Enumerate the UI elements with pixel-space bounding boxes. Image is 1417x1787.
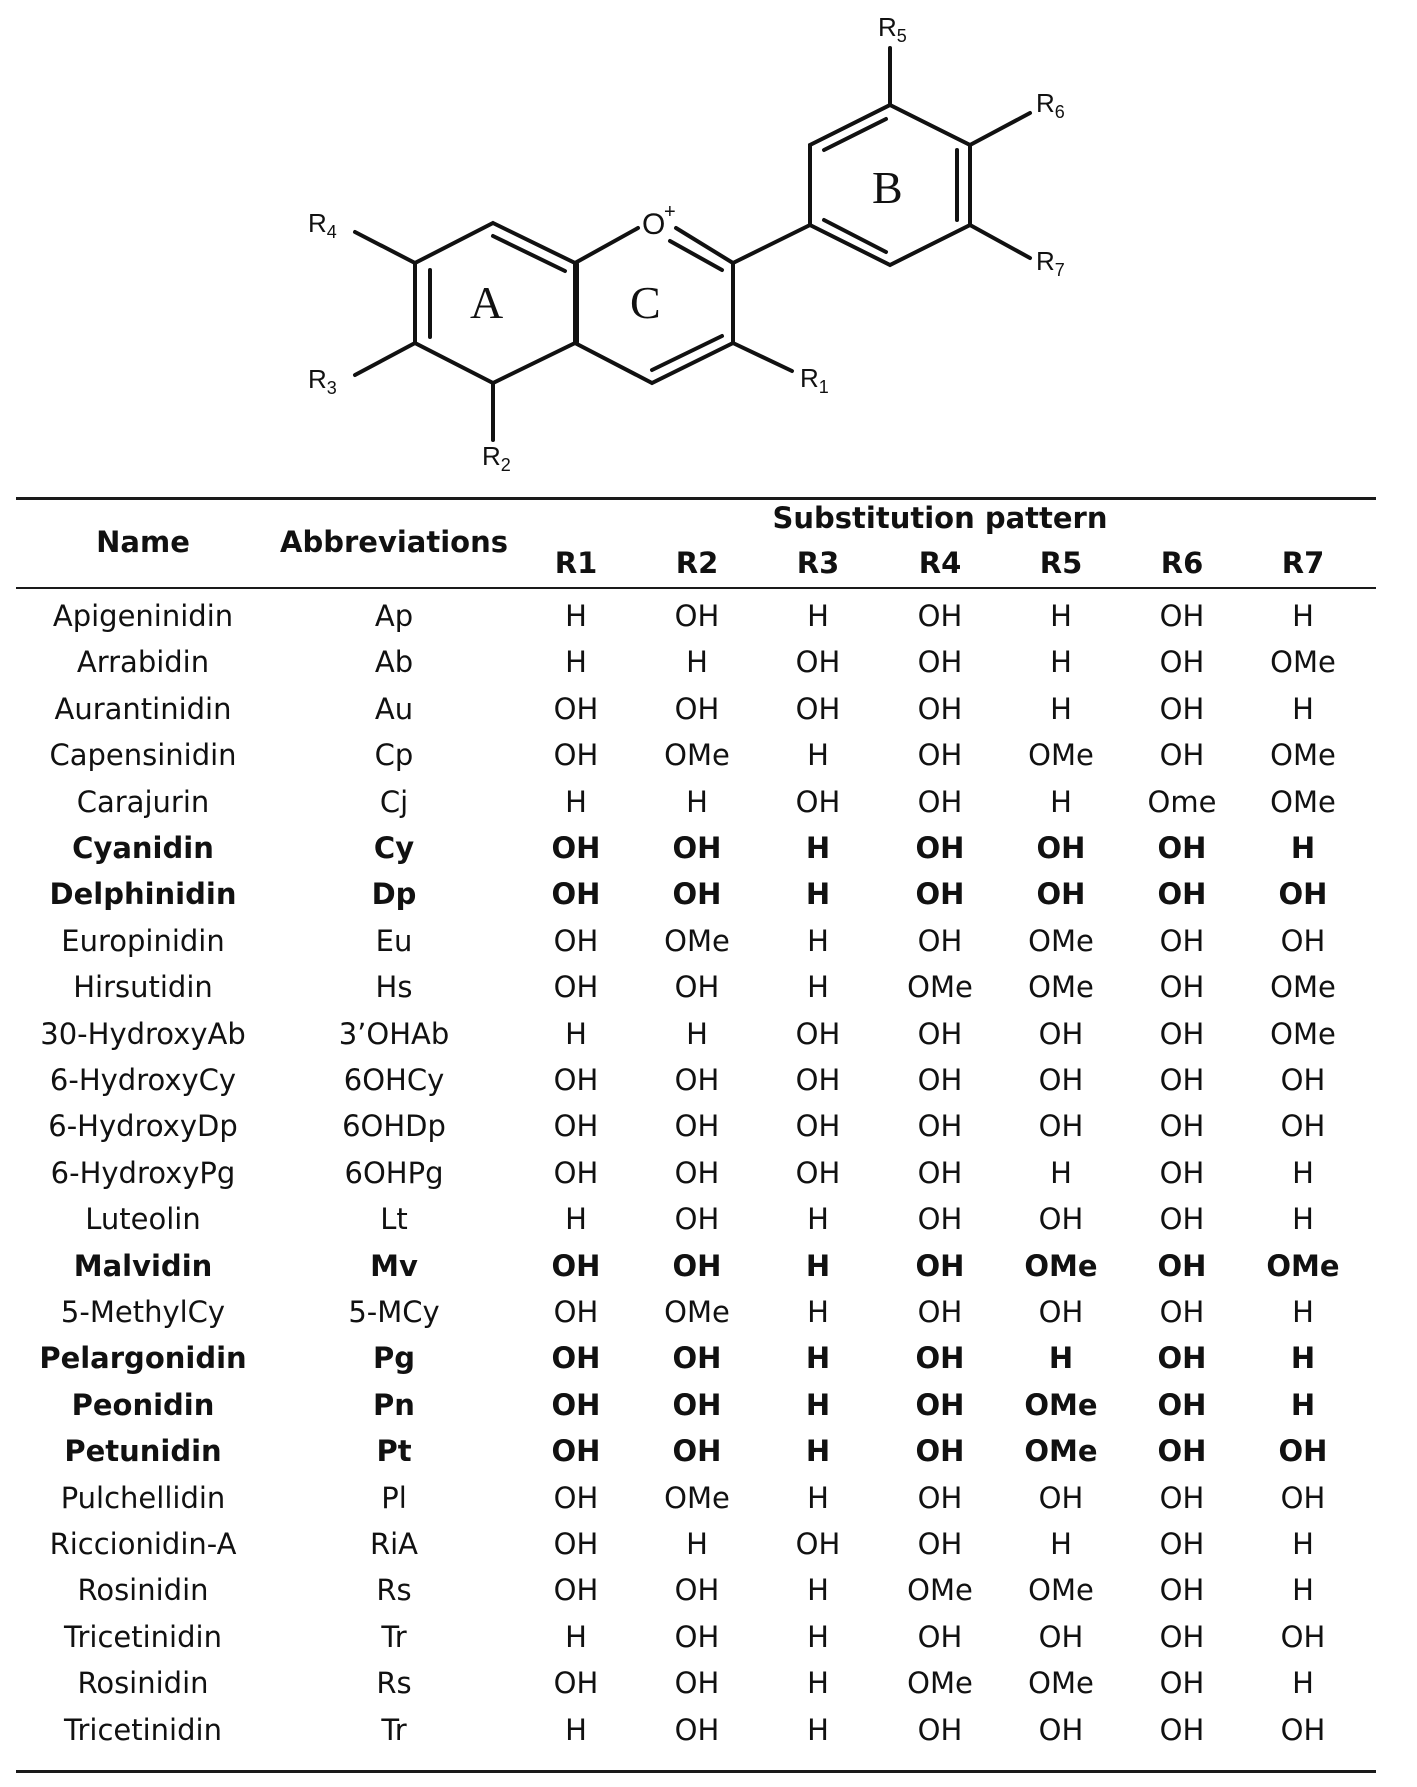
- row-value-r3: H: [807, 738, 829, 773]
- row-value-r7: H: [1290, 1387, 1316, 1422]
- row-value-r4: OH: [917, 1063, 963, 1097]
- substituent-label-r6: $R_6$: [1036, 88, 1065, 122]
- row-name: Riccionidin-A: [49, 1527, 237, 1561]
- row-value-r3: H: [807, 1573, 829, 1608]
- row-value-r2: OH: [674, 970, 720, 1005]
- row-value-r6: OH: [1157, 831, 1207, 865]
- row-value-r5: OH: [1038, 1712, 1084, 1747]
- row-abbreviation: RiA: [369, 1527, 419, 1561]
- row-value-r3: H: [807, 923, 829, 958]
- table-row: [16, 1567, 1376, 1613]
- row-value-r5: OH: [1036, 831, 1086, 865]
- row-value-r4: OH: [917, 599, 963, 633]
- row-value-r6: OH: [1159, 1527, 1205, 1561]
- row-value-r3: H: [807, 1295, 829, 1329]
- row-name: Rosinidin: [77, 1573, 209, 1608]
- row-name: 6-HydroxyPg: [50, 1155, 236, 1190]
- row-value-r7: OMe: [1266, 1248, 1340, 1283]
- row-value-r4: OH: [917, 1155, 963, 1190]
- table-row: [16, 593, 1376, 639]
- row-name: Pulchellidin: [60, 1480, 226, 1515]
- row-name: 6-HydroxyDp: [48, 1109, 238, 1144]
- row-value-r4: OMe: [907, 1666, 973, 1701]
- row-value-r5: OMe: [1024, 1434, 1098, 1469]
- row-abbreviation: 6OHPg: [344, 1155, 444, 1190]
- row-value-r6: OH: [1159, 1666, 1205, 1701]
- row-value-r6: OH: [1159, 1109, 1205, 1144]
- row-abbreviation: Tr: [381, 1712, 407, 1747]
- row-value-r4: OH: [915, 831, 965, 865]
- row-value-r7: OMe: [1270, 738, 1336, 773]
- row-value-r4: OH: [917, 923, 963, 958]
- column-header-r5: R5: [1039, 546, 1083, 580]
- row-value-r5: OMe: [1028, 738, 1094, 773]
- row-value-r5: OMe: [1024, 1248, 1098, 1283]
- row-value-r2: OH: [672, 1248, 722, 1283]
- row-value-r2: OH: [674, 1155, 720, 1190]
- ring-label-b: B: [872, 162, 903, 213]
- row-abbreviation: Pl: [381, 1480, 407, 1515]
- row-abbreviation: Pg: [372, 1341, 416, 1376]
- row-value-r3: OH: [795, 1527, 841, 1561]
- row-value-r1: OH: [553, 691, 599, 726]
- row-value-r2: H: [686, 1016, 708, 1051]
- header-substitution-pattern: Substitution pattern: [772, 501, 1108, 535]
- row-value-r4: OMe: [907, 1573, 973, 1608]
- row-abbreviation: 3’OHAb: [338, 1016, 450, 1051]
- row-value-r2: OH: [674, 599, 720, 633]
- row-value-r2: OH: [672, 831, 722, 865]
- oxygen-label: O: [642, 208, 666, 241]
- row-value-r1: OH: [553, 1527, 599, 1561]
- row-name: Rosinidin: [77, 1666, 209, 1701]
- row-value-r4: OH: [915, 1248, 965, 1283]
- row-value-r5: OH: [1036, 877, 1086, 912]
- row-value-r5: OH: [1038, 1295, 1084, 1329]
- row-value-r7: OMe: [1270, 784, 1336, 819]
- row-value-r3: OH: [795, 784, 841, 819]
- row-abbreviation: 6OHCy: [343, 1063, 445, 1097]
- row-value-r2: OH: [674, 1573, 720, 1608]
- row-abbreviation: Eu: [375, 923, 413, 958]
- row-value-r2: OH: [674, 1666, 720, 1701]
- row-value-r1: OH: [551, 831, 601, 865]
- row-value-r2: OH: [672, 1387, 722, 1422]
- row-name: Tricetinidin: [64, 1712, 222, 1747]
- table-row: [16, 1150, 1376, 1196]
- row-value-r1: OH: [551, 1387, 601, 1422]
- row-value-r7: OH: [1280, 1063, 1326, 1097]
- table-top-rule: [16, 497, 1376, 500]
- table-row: [16, 871, 1376, 917]
- row-value-r4: OH: [917, 784, 963, 819]
- substituent-label-r1: $R_1$: [800, 363, 829, 397]
- column-header-r1: R1: [554, 546, 598, 580]
- row-value-r5: OH: [1038, 1202, 1084, 1237]
- row-value-r6: OH: [1157, 1248, 1207, 1283]
- column-header-r7: R7: [1281, 546, 1325, 580]
- row-name: Malvidin: [73, 1248, 213, 1283]
- row-value-r5: OMe: [1028, 1573, 1094, 1608]
- row-abbreviation: 5-MCy: [348, 1295, 440, 1329]
- table-row: [16, 1521, 1376, 1567]
- row-value-r2: OH: [674, 1063, 720, 1097]
- header-rule: [16, 587, 1376, 589]
- row-abbreviation: Mv: [370, 1248, 418, 1283]
- row-value-r3: OH: [795, 1063, 841, 1097]
- row-value-r5: H: [1050, 1527, 1072, 1561]
- row-value-r3: OH: [795, 645, 841, 680]
- row-abbreviation: Pt: [376, 1434, 412, 1469]
- row-value-r3: H: [807, 970, 829, 1005]
- row-value-r6: OH: [1159, 1202, 1205, 1237]
- row-value-r3: H: [805, 1434, 831, 1469]
- row-value-r7: H: [1292, 1155, 1314, 1190]
- row-value-r3: H: [807, 1202, 829, 1237]
- row-value-r2: OH: [672, 1434, 722, 1469]
- row-value-r6: OH: [1159, 970, 1205, 1005]
- row-value-r4: OH: [917, 1109, 963, 1144]
- row-value-r6: OH: [1157, 1434, 1207, 1469]
- row-value-r1: OH: [553, 1666, 599, 1701]
- table-row: [16, 732, 1376, 778]
- row-value-r1: OH: [553, 1480, 599, 1515]
- row-value-r2: OMe: [664, 1480, 730, 1515]
- row-value-r7: OH: [1278, 1434, 1328, 1469]
- row-name: Aurantinidin: [54, 691, 232, 726]
- row-name: Hirsutidin: [73, 970, 213, 1005]
- row-value-r2: H: [686, 784, 708, 819]
- row-value-r4: OH: [917, 1619, 963, 1654]
- row-abbreviation: Lt: [380, 1202, 408, 1237]
- table-row: [16, 1614, 1376, 1660]
- row-value-r3: H: [807, 599, 829, 633]
- row-value-r5: OH: [1038, 1480, 1084, 1515]
- row-name: Pelargonidin: [39, 1341, 247, 1376]
- row-value-r1: OH: [553, 1063, 599, 1097]
- table-bottom-rule: [16, 1770, 1376, 1773]
- row-value-r1: H: [565, 645, 587, 680]
- row-name: Carajurin: [76, 784, 210, 819]
- row-value-r2: OMe: [664, 923, 730, 958]
- row-name: Luteolin: [85, 1202, 201, 1237]
- row-name: Tricetinidin: [64, 1619, 222, 1654]
- row-value-r7: OH: [1280, 1109, 1326, 1144]
- row-value-r2: OH: [674, 1109, 720, 1144]
- row-value-r5: OMe: [1024, 1387, 1098, 1422]
- row-value-r1: H: [565, 784, 587, 819]
- ring-label-c: C: [630, 277, 661, 328]
- row-value-r5: OMe: [1028, 970, 1094, 1005]
- row-abbreviation: Cj: [379, 784, 409, 819]
- substituent-label-r7: $R_7$: [1036, 246, 1065, 280]
- row-value-r7: OMe: [1270, 645, 1336, 680]
- row-abbreviation: Rs: [376, 1666, 412, 1701]
- row-value-r5: OH: [1038, 1619, 1084, 1654]
- row-value-r7: OH: [1278, 877, 1328, 912]
- row-value-r6: OH: [1159, 1155, 1205, 1190]
- substituent-label-r2: $R_2$: [482, 441, 511, 475]
- row-name: Petunidin: [64, 1434, 222, 1469]
- row-abbreviation: Hs: [375, 970, 413, 1005]
- anthocyanidin-structure: [0, 0, 1417, 490]
- table-row: [16, 964, 1376, 1010]
- column-header-r2: R2: [675, 546, 719, 580]
- row-value-r5: H: [1050, 691, 1072, 726]
- row-value-r5: OH: [1038, 1063, 1084, 1097]
- row-value-r6: OH: [1159, 691, 1205, 726]
- table-row: [16, 918, 1376, 964]
- row-value-r3: OH: [795, 1155, 841, 1190]
- row-value-r1: OH: [553, 1109, 599, 1144]
- row-value-r4: OH: [917, 691, 963, 726]
- row-value-r4: OH: [917, 1712, 963, 1747]
- row-value-r6: OH: [1159, 1063, 1205, 1097]
- row-name: Peonidin: [71, 1387, 215, 1422]
- row-value-r5: H: [1050, 645, 1072, 680]
- row-value-r1: OH: [551, 1341, 601, 1376]
- oxygen-charge: +: [664, 201, 676, 223]
- row-value-r2: OH: [674, 1202, 720, 1237]
- row-value-r4: OH: [917, 1480, 963, 1515]
- row-value-r7: H: [1292, 599, 1314, 633]
- row-abbreviation: Rs: [376, 1573, 412, 1608]
- row-value-r1: OH: [553, 1155, 599, 1190]
- row-value-r7: H: [1290, 831, 1316, 865]
- row-value-r2: OMe: [664, 738, 730, 773]
- row-value-r4: OH: [917, 1202, 963, 1237]
- table-row: [16, 1057, 1376, 1103]
- row-abbreviation: Ab: [374, 645, 414, 680]
- row-abbreviation: Pn: [373, 1387, 415, 1422]
- row-value-r6: OH: [1157, 877, 1207, 912]
- row-abbreviation: Cy: [373, 831, 415, 865]
- row-value-r2: OH: [674, 691, 720, 726]
- row-value-r7: OH: [1280, 1480, 1326, 1515]
- row-value-r7: H: [1290, 1341, 1316, 1376]
- row-value-r4: OH: [917, 1295, 963, 1329]
- row-value-r2: OH: [672, 1341, 722, 1376]
- row-value-r4: OMe: [907, 970, 973, 1005]
- row-value-r1: OH: [553, 1295, 599, 1329]
- row-value-r7: OH: [1280, 1619, 1326, 1654]
- row-name: 5-MethylCy: [60, 1295, 226, 1329]
- row-value-r5: H: [1050, 1155, 1072, 1190]
- row-value-r6: OH: [1159, 599, 1205, 633]
- row-value-r2: H: [686, 1527, 708, 1561]
- row-value-r1: OH: [553, 923, 599, 958]
- row-value-r6: Ome: [1147, 784, 1217, 819]
- row-value-r4: OH: [915, 1434, 965, 1469]
- row-value-r3: H: [807, 1712, 829, 1747]
- row-value-r6: OH: [1159, 1480, 1205, 1515]
- row-value-r6: OH: [1159, 1016, 1205, 1051]
- row-abbreviation: Cp: [374, 738, 414, 773]
- row-value-r4: OH: [917, 645, 963, 680]
- table-row: [16, 1011, 1376, 1057]
- row-abbreviation: Dp: [371, 877, 417, 912]
- row-value-r1: OH: [553, 738, 599, 773]
- table-row: [16, 1243, 1376, 1289]
- row-value-r5: OMe: [1028, 1666, 1094, 1701]
- row-value-r7: H: [1292, 1295, 1314, 1329]
- row-name: Apigeninidin: [52, 599, 234, 633]
- row-value-r6: OH: [1157, 1387, 1207, 1422]
- row-value-r5: H: [1050, 599, 1072, 633]
- row-value-r6: OH: [1159, 1573, 1205, 1608]
- row-value-r3: H: [807, 1666, 829, 1701]
- row-value-r1: OH: [551, 1434, 601, 1469]
- table-row: [16, 1335, 1376, 1381]
- row-name: Europinidin: [61, 923, 225, 958]
- header-name: Name: [96, 525, 190, 559]
- row-value-r6: OH: [1159, 645, 1205, 680]
- row-name: 6-HydroxyCy: [49, 1063, 237, 1097]
- row-value-r3: OH: [795, 1109, 841, 1144]
- row-value-r7: OMe: [1270, 1016, 1336, 1051]
- row-name: Cyanidin: [72, 831, 214, 865]
- row-abbreviation: Tr: [381, 1619, 407, 1654]
- table-row: [16, 1382, 1376, 1428]
- row-value-r3: OH: [795, 691, 841, 726]
- row-value-r3: H: [805, 1387, 831, 1422]
- row-name: 30-HydroxyAb: [40, 1016, 246, 1051]
- column-header-r6: R6: [1160, 546, 1204, 580]
- row-value-r2: OH: [674, 1712, 720, 1747]
- row-value-r7: H: [1292, 1527, 1314, 1561]
- table-row: [16, 1707, 1376, 1753]
- table-row: [16, 639, 1376, 685]
- row-value-r5: OMe: [1028, 923, 1094, 958]
- row-value-r5: OH: [1038, 1016, 1084, 1051]
- row-value-r7: H: [1292, 1202, 1314, 1237]
- row-value-r1: OH: [551, 1248, 601, 1283]
- row-value-r4: OH: [915, 877, 965, 912]
- table-row: [16, 1660, 1376, 1706]
- row-value-r3: H: [805, 1341, 831, 1376]
- row-value-r3: OH: [795, 1016, 841, 1051]
- row-value-r7: H: [1292, 691, 1314, 726]
- row-value-r1: OH: [551, 877, 601, 912]
- table-row: [16, 1289, 1376, 1335]
- table-row: [16, 779, 1376, 825]
- row-name: Delphinidin: [49, 877, 237, 912]
- row-value-r1: H: [565, 1202, 587, 1237]
- row-value-r5: H: [1048, 1341, 1074, 1376]
- row-value-r3: H: [805, 1248, 831, 1283]
- row-value-r3: H: [805, 831, 831, 865]
- row-value-r3: H: [807, 1480, 829, 1515]
- row-value-r7: H: [1292, 1573, 1314, 1608]
- row-value-r7: H: [1292, 1666, 1314, 1701]
- substituent-label-r4: $R_4$: [308, 208, 337, 242]
- row-value-r1: OH: [553, 970, 599, 1005]
- row-value-r1: H: [565, 599, 587, 633]
- row-value-r6: OH: [1159, 923, 1205, 958]
- substituent-label-r5: $R_5$: [878, 12, 907, 46]
- row-value-r3: H: [805, 877, 831, 912]
- header-abbreviations: Abbreviations: [280, 525, 508, 559]
- row-value-r1: H: [565, 1619, 587, 1654]
- row-value-r4: OH: [915, 1341, 965, 1376]
- row-value-r4: OH: [917, 1527, 963, 1561]
- row-value-r2: H: [686, 645, 708, 680]
- table-row: [16, 825, 1376, 871]
- row-value-r1: OH: [553, 1573, 599, 1608]
- row-name: Capensinidin: [49, 738, 237, 773]
- row-value-r7: OH: [1280, 1712, 1326, 1747]
- row-value-r4: OH: [917, 1016, 963, 1051]
- row-value-r6: OH: [1159, 1295, 1205, 1329]
- ring-label-a: A: [470, 277, 504, 328]
- row-value-r6: OH: [1159, 1619, 1205, 1654]
- table-row: [16, 1196, 1376, 1242]
- row-value-r2: OMe: [664, 1295, 730, 1329]
- substituent-label-r3: $R_3$: [308, 364, 337, 398]
- table-row: [16, 686, 1376, 732]
- row-abbreviation: Ap: [374, 599, 414, 633]
- row-value-r1: H: [565, 1712, 587, 1747]
- row-value-r5: OH: [1038, 1109, 1084, 1144]
- row-name: Arrabidin: [76, 645, 210, 680]
- row-value-r7: OMe: [1270, 970, 1336, 1005]
- row-value-r6: OH: [1159, 1712, 1205, 1747]
- row-value-r3: H: [807, 1619, 829, 1654]
- row-abbreviation: Au: [374, 691, 414, 726]
- column-header-r3: R3: [796, 546, 840, 580]
- row-value-r5: H: [1050, 784, 1072, 819]
- table-row: [16, 1428, 1376, 1474]
- row-value-r2: OH: [672, 877, 722, 912]
- row-abbreviation: 6OHDp: [342, 1109, 446, 1144]
- column-header-r4: R4: [918, 546, 962, 580]
- row-value-r6: OH: [1159, 738, 1205, 773]
- row-value-r1: H: [565, 1016, 587, 1051]
- row-value-r7: OH: [1280, 923, 1326, 958]
- row-value-r4: OH: [917, 738, 963, 773]
- table-row: [16, 1103, 1376, 1149]
- table-row: [16, 1475, 1376, 1521]
- row-value-r6: OH: [1157, 1341, 1207, 1376]
- row-value-r4: OH: [915, 1387, 965, 1422]
- row-value-r2: OH: [674, 1619, 720, 1654]
